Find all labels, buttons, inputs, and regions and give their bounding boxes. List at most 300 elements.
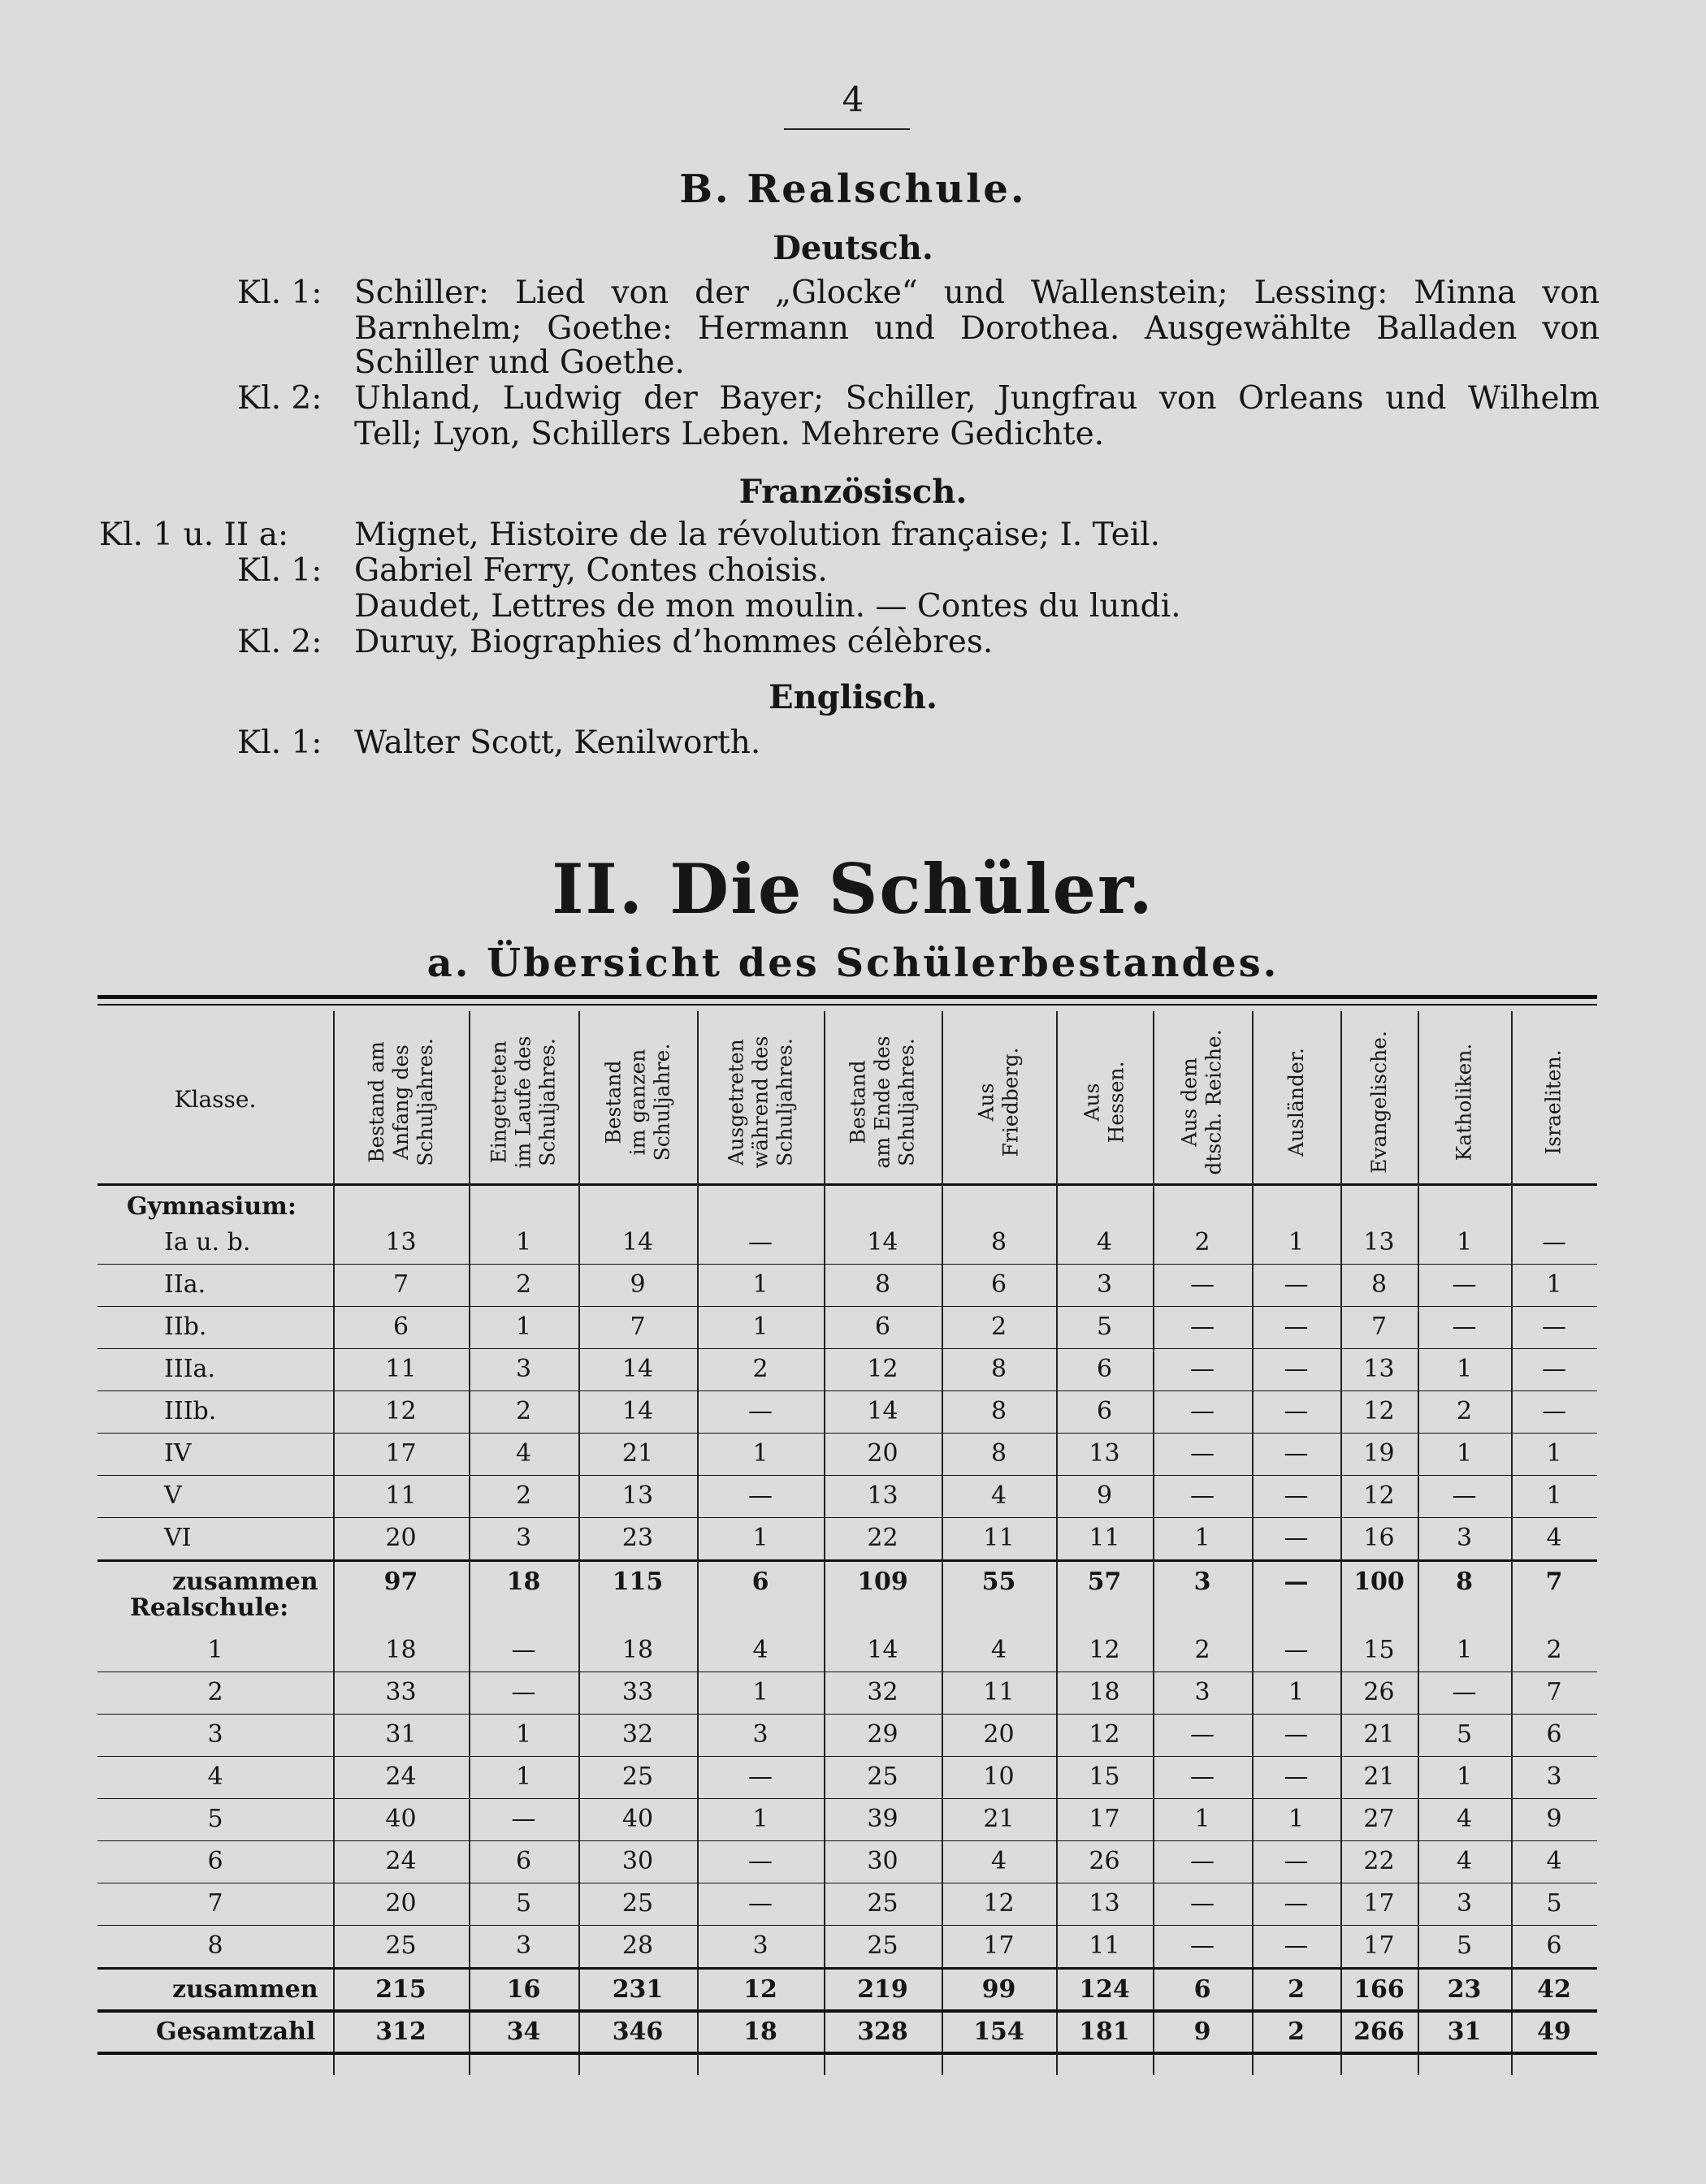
- cell-israeliten: 4: [1546, 1847, 1562, 1875]
- column-header-aus-hessen: [1056, 1014, 1153, 1190]
- cell-bestand-ende: 30: [867, 1847, 898, 1875]
- cell-ausgetreten: 4: [752, 1636, 769, 1664]
- cell-evangelische: 17: [1363, 1931, 1395, 1960]
- cell-aus-hessen: 181: [1079, 2017, 1130, 2046]
- column-header-text: Eingetreten im Laufe des Schuljahres.: [487, 1036, 560, 1169]
- group-label-realschule: Realschule:: [130, 1594, 289, 1622]
- student-statistics-table: [97, 995, 1597, 2075]
- cell-bestand-anfang: 24: [385, 1762, 417, 1791]
- cell-eingetreten: 2: [515, 1270, 532, 1299]
- column-header-text: Aus Hessen.: [1080, 1061, 1128, 1144]
- column-header-text: Bestand am Anfang des Schuljahres.: [364, 1038, 437, 1166]
- cell-aus-hessen: 57: [1087, 1568, 1122, 1596]
- row-label: 2: [207, 1678, 223, 1706]
- cell-aus-reiche: —: [1190, 1720, 1215, 1749]
- entry-text: Duruy, Biographies d’hommes célèbres.: [354, 624, 994, 660]
- cell-evangelische: 19: [1363, 1439, 1395, 1468]
- cell-ausgetreten: 3: [752, 1931, 769, 1960]
- page-number-rule: [784, 128, 910, 130]
- cell-israeliten: 7: [1545, 1568, 1563, 1596]
- cell-bestand-anfang: 215: [375, 1975, 426, 2004]
- cell-bestand-ganzen: 115: [612, 1568, 664, 1596]
- table-row: [97, 1883, 1597, 1925]
- cell-israeliten: —: [1542, 1313, 1566, 1341]
- cell-aus-hessen: 15: [1089, 1762, 1120, 1791]
- cell-katholiken: —: [1452, 1481, 1477, 1510]
- table-row: [97, 1390, 1597, 1433]
- cell-evangelische: 15: [1363, 1636, 1395, 1664]
- cell-aus-reiche: 1: [1194, 1805, 1210, 1833]
- cell-israeliten: 42: [1537, 1975, 1571, 2004]
- cell-katholiken: 3: [1456, 1889, 1473, 1918]
- cell-aus-reiche: 3: [1194, 1678, 1210, 1706]
- cell-aus-reiche: 6: [1193, 1975, 1211, 2004]
- cell-eingetreten: 6: [515, 1847, 532, 1875]
- cell-aus-reiche: —: [1190, 1355, 1215, 1383]
- entry-label: Kl. 1 u. II a:: [99, 517, 289, 553]
- cell-bestand-anfang: 20: [385, 1889, 417, 1918]
- cell-aus-reiche: —: [1190, 1397, 1215, 1425]
- cell-bestand-ganzen: 7: [630, 1313, 646, 1341]
- cell-evangelische: 27: [1363, 1805, 1395, 1833]
- cell-eingetreten: 5: [515, 1889, 532, 1918]
- cell-evangelische: 21: [1363, 1720, 1395, 1749]
- section-title-schueler: II. Die Schüler.: [552, 849, 1154, 929]
- cell-aus-friedberg: 11: [983, 1678, 1015, 1706]
- cell-eingetreten: 34: [506, 2017, 541, 2046]
- cell-ausgetreten: 1: [752, 1678, 769, 1706]
- table-row: [97, 1798, 1597, 1840]
- cell-aus-hessen: 5: [1096, 1313, 1113, 1341]
- column-header-text: Evangelische.: [1366, 1031, 1391, 1174]
- cell-israeliten: —: [1542, 1228, 1566, 1256]
- cell-aus-hessen: 4: [1096, 1228, 1113, 1256]
- cell-bestand-ende: 20: [867, 1439, 898, 1468]
- cell-bestand-ganzen: 14: [621, 1228, 654, 1256]
- entry-label: Kl. 1:: [237, 724, 323, 761]
- table-row: [97, 1672, 1597, 1714]
- cell-auslaender: —: [1284, 1355, 1309, 1383]
- cell-evangelische: 21: [1363, 1762, 1395, 1791]
- column-header-aus-friedberg: [942, 1014, 1056, 1190]
- cell-evangelische: 13: [1363, 1355, 1395, 1383]
- cell-katholiken: 5: [1456, 1720, 1473, 1749]
- cell-bestand-anfang: 33: [385, 1678, 417, 1706]
- cell-auslaender: 1: [1288, 1805, 1305, 1833]
- cell-bestand-ende: 25: [867, 1889, 898, 1918]
- entry-text: Mignet, Histoire de la révolution française; I. Teil.: [354, 517, 1161, 553]
- cell-auslaender: —: [1284, 1889, 1309, 1918]
- page-number: 4: [842, 80, 864, 119]
- cell-aus-friedberg: 4: [990, 1636, 1007, 1664]
- cell-aus-friedberg: 11: [983, 1524, 1015, 1552]
- cell-eingetreten: —: [511, 1678, 536, 1706]
- cell-aus-hessen: 12: [1089, 1636, 1120, 1664]
- cell-auslaender: 1: [1288, 1228, 1305, 1256]
- cell-ausgetreten: 1: [752, 1524, 769, 1552]
- column-header-bestand-anfang: [333, 1014, 469, 1190]
- cell-aus-hessen: 6: [1096, 1397, 1113, 1425]
- cell-bestand-anfang: 312: [375, 2017, 426, 2046]
- cell-evangelische: 8: [1370, 1270, 1388, 1299]
- cell-aus-reiche: —: [1190, 1762, 1215, 1791]
- row-label: zusammen: [172, 1568, 318, 1596]
- cell-eingetreten: 3: [515, 1931, 532, 1960]
- cell-aus-reiche: —: [1190, 1439, 1215, 1468]
- table-row: [97, 1433, 1597, 1475]
- cell-israeliten: —: [1542, 1397, 1566, 1425]
- cell-aus-hessen: 11: [1089, 1931, 1120, 1960]
- cell-ausgetreten: —: [748, 1889, 773, 1918]
- row-label: IV: [164, 1439, 192, 1468]
- row-label: 5: [207, 1805, 223, 1833]
- cell-aus-reiche: —: [1190, 1481, 1215, 1510]
- cell-aus-friedberg: 8: [990, 1397, 1007, 1425]
- cell-katholiken: —: [1452, 1678, 1477, 1706]
- cell-auslaender: —: [1284, 1439, 1309, 1468]
- cell-ausgetreten: —: [748, 1397, 773, 1425]
- cell-auslaender: —: [1284, 1762, 1309, 1791]
- table-row: [97, 1348, 1597, 1390]
- row-label: 4: [207, 1762, 223, 1791]
- cell-eingetreten: —: [511, 1805, 536, 1833]
- cell-aus-hessen: 26: [1089, 1847, 1120, 1875]
- cell-evangelische: 26: [1363, 1678, 1395, 1706]
- cell-bestand-ende: 12: [867, 1355, 898, 1383]
- cell-israeliten: 7: [1546, 1678, 1562, 1706]
- cell-ausgetreten: 3: [752, 1720, 769, 1749]
- cell-eingetreten: 16: [506, 1975, 541, 2004]
- row-label: IIIb.: [164, 1397, 217, 1425]
- entry-label: Kl. 2:: [237, 380, 323, 417]
- cell-bestand-ganzen: 346: [612, 2017, 664, 2046]
- cell-aus-hessen: 17: [1089, 1805, 1120, 1833]
- cell-auslaender: 2: [1288, 1975, 1305, 2004]
- table-row: [97, 1517, 1597, 1559]
- cell-evangelische: 12: [1363, 1481, 1395, 1510]
- cell-katholiken: 1: [1456, 1228, 1473, 1256]
- cell-aus-friedberg: 99: [981, 1975, 1016, 2004]
- cell-bestand-ende: 219: [857, 1975, 908, 2004]
- entry-label: Kl. 1:: [237, 552, 323, 589]
- cell-eingetreten: 3: [515, 1355, 532, 1383]
- row-label: zusammen: [172, 1975, 318, 2004]
- cell-israeliten: 49: [1537, 2017, 1571, 2046]
- cell-aus-friedberg: 2: [990, 1313, 1007, 1341]
- cell-bestand-ende: 14: [867, 1228, 898, 1256]
- column-header-aus-reiche: [1153, 1014, 1252, 1190]
- column-header-text: Israeliten.: [1542, 1049, 1565, 1155]
- cell-aus-reiche: —: [1190, 1313, 1215, 1341]
- entry-label: Kl. 1:: [237, 275, 323, 311]
- cell-bestand-anfang: 13: [385, 1228, 417, 1256]
- cell-bestand-anfang: 12: [385, 1397, 417, 1425]
- cell-bestand-ende: 29: [867, 1720, 898, 1749]
- cell-aus-friedberg: 55: [981, 1568, 1016, 1596]
- cell-katholiken: 1: [1456, 1439, 1473, 1468]
- cell-aus-hessen: 12: [1089, 1720, 1120, 1749]
- cell-katholiken: 3: [1456, 1524, 1473, 1552]
- cell-bestand-ganzen: 14: [621, 1397, 654, 1425]
- cell-aus-hessen: 13: [1089, 1439, 1120, 1468]
- cell-eingetreten: 1: [515, 1762, 532, 1791]
- cell-evangelische: 13: [1363, 1228, 1395, 1256]
- cell-bestand-ende: 25: [867, 1762, 898, 1791]
- cell-bestand-ganzen: 25: [621, 1762, 654, 1791]
- entry-text: Uhland, Ludwig der Bayer; Schiller, Jungfrau von Orleans und Wilhelm: [354, 380, 1600, 417]
- cell-aus-reiche: 3: [1193, 1568, 1211, 1596]
- column-header-text: Katholiken.: [1452, 1043, 1476, 1161]
- cell-israeliten: 1: [1546, 1481, 1562, 1510]
- cell-evangelische: 166: [1353, 1975, 1405, 2004]
- column-header-katholiken: [1418, 1014, 1511, 1190]
- column-header-bestand-ganzen: [578, 1014, 697, 1190]
- table-row-total-gymnasium: [97, 1561, 1597, 1603]
- cell-aus-reiche: 9: [1193, 2017, 1211, 2046]
- cell-auslaender: —: [1284, 1313, 1309, 1341]
- column-header-text: Ausgetreten während des Schuljahres.: [724, 1036, 796, 1169]
- table-row: [97, 1629, 1597, 1672]
- cell-bestand-ganzen: 30: [621, 1847, 654, 1875]
- cell-bestand-ende: 14: [867, 1397, 898, 1425]
- cell-aus-reiche: 1: [1194, 1524, 1210, 1552]
- cell-aus-friedberg: 21: [983, 1805, 1015, 1833]
- row-label: 1: [207, 1636, 223, 1664]
- cell-bestand-ende: 109: [857, 1568, 908, 1596]
- cell-eingetreten: 18: [506, 1568, 541, 1596]
- cell-bestand-ganzen: 32: [621, 1720, 654, 1749]
- section-subtitle-uebersicht: a. Übersicht des Schülerbestandes.: [426, 941, 1280, 986]
- cell-ausgetreten: 6: [751, 1568, 769, 1596]
- cell-bestand-ganzen: 18: [621, 1636, 654, 1664]
- cell-ausgetreten: 1: [752, 1270, 769, 1299]
- row-label: 7: [207, 1889, 223, 1918]
- cell-ausgetreten: 18: [743, 2017, 777, 2046]
- row-label: Gesamtzahl: [156, 2017, 316, 2046]
- cell-auslaender: 2: [1288, 2017, 1305, 2046]
- column-header-text: Bestand am Ende des Schuljahres.: [846, 1036, 919, 1169]
- cell-eingetreten: 1: [515, 1228, 532, 1256]
- entry-text: Barnhelm; Goethe: Hermann und Dorothea. Ausgewählte Balladen von: [354, 310, 1600, 347]
- entry-text: Schiller: Lied von der „Glocke“ und Wallenstein; Lessing: Minna von: [354, 275, 1600, 311]
- table-row: [97, 1756, 1597, 1798]
- column-header-ausgetreten: [697, 1014, 824, 1190]
- cell-katholiken: 4: [1456, 1847, 1473, 1875]
- cell-ausgetreten: 1: [752, 1439, 769, 1468]
- cell-bestand-ganzen: 28: [621, 1931, 654, 1960]
- cell-auslaender: —: [1284, 1481, 1309, 1510]
- cell-bestand-anfang: 40: [385, 1805, 417, 1833]
- table-row-grand-total: [97, 2011, 1597, 2053]
- cell-bestand-anfang: 24: [385, 1847, 417, 1875]
- cell-aus-reiche: 2: [1194, 1228, 1210, 1256]
- cell-aus-reiche: 2: [1194, 1636, 1210, 1664]
- cell-aus-friedberg: 6: [990, 1270, 1007, 1299]
- row-label: IIIa.: [164, 1355, 215, 1383]
- column-header-klasse: Klasse.: [174, 1086, 257, 1113]
- table-row: [97, 1264, 1597, 1306]
- row-label: 3: [207, 1720, 223, 1749]
- cell-auslaender: —: [1284, 1931, 1309, 1960]
- cell-ausgetreten: —: [748, 1762, 773, 1791]
- cell-aus-friedberg: 154: [973, 2017, 1024, 2046]
- cell-auslaender: —: [1284, 1847, 1309, 1875]
- cell-aus-hessen: 11: [1089, 1524, 1120, 1552]
- cell-katholiken: 8: [1456, 1568, 1473, 1596]
- table-row: [97, 1306, 1597, 1348]
- cell-katholiken: 4: [1456, 1805, 1473, 1833]
- cell-bestand-anfang: 7: [392, 1270, 409, 1299]
- cell-aus-reiche: —: [1190, 1889, 1215, 1918]
- cell-aus-friedberg: 4: [990, 1481, 1007, 1510]
- cell-bestand-ganzen: 23: [621, 1524, 654, 1552]
- row-label: 6: [207, 1847, 223, 1875]
- cell-bestand-ganzen: 231: [612, 1975, 664, 2004]
- entry-label: Kl. 2:: [237, 624, 323, 660]
- cell-bestand-anfang: 6: [392, 1313, 409, 1341]
- cell-bestand-ganzen: 40: [621, 1805, 654, 1833]
- cell-bestand-anfang: 97: [383, 1568, 418, 1596]
- cell-aus-hessen: 3: [1096, 1270, 1113, 1299]
- table-top-rule-thin: [97, 1004, 1597, 1006]
- cell-israeliten: —: [1542, 1355, 1566, 1383]
- cell-bestand-ganzen: 33: [621, 1678, 654, 1706]
- cell-evangelische: 100: [1353, 1568, 1405, 1596]
- cell-bestand-ende: 39: [867, 1805, 898, 1833]
- cell-bestand-anfang: 25: [385, 1931, 417, 1960]
- cell-evangelische: 22: [1363, 1847, 1395, 1875]
- cell-aus-reiche: —: [1190, 1847, 1215, 1875]
- cell-ausgetreten: —: [748, 1481, 773, 1510]
- cell-katholiken: 5: [1456, 1931, 1473, 1960]
- subject-heading-englisch: Englisch.: [769, 678, 937, 716]
- cell-israeliten: 6: [1546, 1931, 1562, 1960]
- cell-ausgetreten: 1: [752, 1805, 769, 1833]
- table-row: [97, 1475, 1597, 1517]
- cell-aus-hessen: 18: [1089, 1678, 1120, 1706]
- cell-aus-friedberg: 10: [983, 1762, 1015, 1791]
- row-label: V: [164, 1481, 182, 1510]
- table-row: [97, 1222, 1597, 1264]
- cell-katholiken: 1: [1456, 1762, 1473, 1791]
- cell-bestand-ende: 8: [874, 1270, 891, 1299]
- cell-aus-friedberg: 8: [990, 1355, 1007, 1383]
- cell-evangelische: 266: [1353, 2017, 1405, 2046]
- cell-evangelische: 7: [1370, 1313, 1388, 1341]
- cell-ausgetreten: 1: [752, 1313, 769, 1341]
- cell-aus-hessen: 124: [1079, 1975, 1130, 2004]
- cell-evangelische: 16: [1363, 1524, 1395, 1552]
- cell-bestand-ganzen: 14: [621, 1355, 654, 1383]
- column-header-text: Aus dem dtsch. Reiche.: [1178, 1029, 1226, 1175]
- table-row: [97, 1840, 1597, 1883]
- cell-bestand-ende: 22: [867, 1524, 898, 1552]
- table-row: [97, 1714, 1597, 1756]
- cell-israeliten: 4: [1546, 1524, 1562, 1552]
- column-header-israeliten: [1511, 1014, 1597, 1190]
- row-label: IIb.: [164, 1313, 207, 1341]
- cell-bestand-ganzen: 25: [621, 1889, 654, 1918]
- entry-text: Gabriel Ferry, Contes choisis.: [354, 552, 828, 589]
- cell-aus-reiche: —: [1190, 1270, 1215, 1299]
- cell-israeliten: 2: [1546, 1636, 1562, 1664]
- cell-israeliten: 5: [1546, 1889, 1562, 1918]
- cell-auslaender: —: [1284, 1720, 1309, 1749]
- cell-aus-hessen: 9: [1096, 1481, 1113, 1510]
- cell-bestand-ende: 328: [857, 2017, 908, 2046]
- row-label: Ia u. b.: [164, 1228, 251, 1256]
- cell-bestand-anfang: 17: [385, 1439, 417, 1468]
- table-top-rule: [97, 995, 1597, 999]
- cell-bestand-anfang: 18: [385, 1636, 417, 1664]
- cell-aus-friedberg: 20: [983, 1720, 1015, 1749]
- cell-bestand-anfang: 20: [385, 1524, 417, 1552]
- subject-heading-franzoesisch: Französisch.: [738, 473, 968, 511]
- cell-eingetreten: 2: [515, 1397, 532, 1425]
- cell-bestand-ende: 32: [867, 1678, 898, 1706]
- cell-katholiken: 23: [1447, 1975, 1482, 2004]
- entry-text: Walter Scott, Kenilworth.: [354, 724, 761, 761]
- cell-katholiken: 1: [1456, 1355, 1473, 1383]
- cell-katholiken: 1: [1456, 1636, 1473, 1664]
- table-row-total-realschule: [97, 1969, 1597, 2011]
- row-label: IIa.: [164, 1270, 206, 1299]
- cell-bestand-anfang: 11: [385, 1355, 417, 1383]
- row-label: VI: [164, 1524, 192, 1552]
- cell-ausgetreten: 12: [743, 1975, 777, 2004]
- cell-auslaender: —: [1284, 1270, 1309, 1299]
- cell-aus-friedberg: 17: [983, 1931, 1015, 1960]
- cell-bestand-ganzen: 9: [630, 1270, 646, 1299]
- cell-aus-hessen: 13: [1089, 1889, 1120, 1918]
- cell-bestand-ende: 6: [874, 1313, 891, 1341]
- column-header-auslaender: [1252, 1014, 1340, 1190]
- cell-bestand-ganzen: 13: [621, 1481, 654, 1510]
- row-rule: [97, 2052, 1597, 2055]
- cell-bestand-anfang: 31: [385, 1720, 417, 1749]
- cell-aus-friedberg: 8: [990, 1439, 1007, 1468]
- cell-aus-hessen: 6: [1096, 1355, 1113, 1383]
- cell-eingetreten: 3: [515, 1524, 532, 1552]
- cell-eingetreten: 1: [515, 1313, 532, 1341]
- cell-eingetreten: —: [511, 1636, 536, 1664]
- cell-israeliten: 1: [1546, 1439, 1562, 1468]
- cell-israeliten: 9: [1546, 1805, 1562, 1833]
- cell-israeliten: 1: [1546, 1270, 1562, 1299]
- column-header-text: Ausländer.: [1284, 1048, 1308, 1157]
- cell-aus-friedberg: 12: [983, 1889, 1015, 1918]
- entry-text: Tell; Lyon, Schillers Leben. Mehrere Gedichte.: [354, 416, 1105, 452]
- cell-bestand-anfang: 11: [385, 1481, 417, 1510]
- cell-bestand-ende: 25: [867, 1931, 898, 1960]
- column-header-eingetreten: [469, 1014, 578, 1190]
- column-header-text: Bestand im ganzen Schuljahre.: [601, 1043, 673, 1161]
- section-title-realschule: B. Realschule.: [679, 167, 1027, 212]
- cell-evangelische: 17: [1363, 1889, 1395, 1918]
- cell-eingetreten: 1: [515, 1720, 532, 1749]
- cell-auslaender: —: [1284, 1568, 1309, 1596]
- column-header-bestand-ende: [824, 1014, 942, 1190]
- entry-text: Schiller und Goethe.: [354, 344, 685, 381]
- subject-heading-deutsch: Deutsch.: [773, 229, 933, 267]
- cell-eingetreten: 4: [515, 1439, 532, 1468]
- cell-katholiken: —: [1452, 1313, 1477, 1341]
- cell-katholiken: —: [1452, 1270, 1477, 1299]
- column-header-text: Aus Friedberg.: [974, 1047, 1023, 1157]
- cell-auslaender: —: [1284, 1524, 1309, 1552]
- cell-evangelische: 12: [1363, 1397, 1395, 1425]
- cell-ausgetreten: —: [748, 1847, 773, 1875]
